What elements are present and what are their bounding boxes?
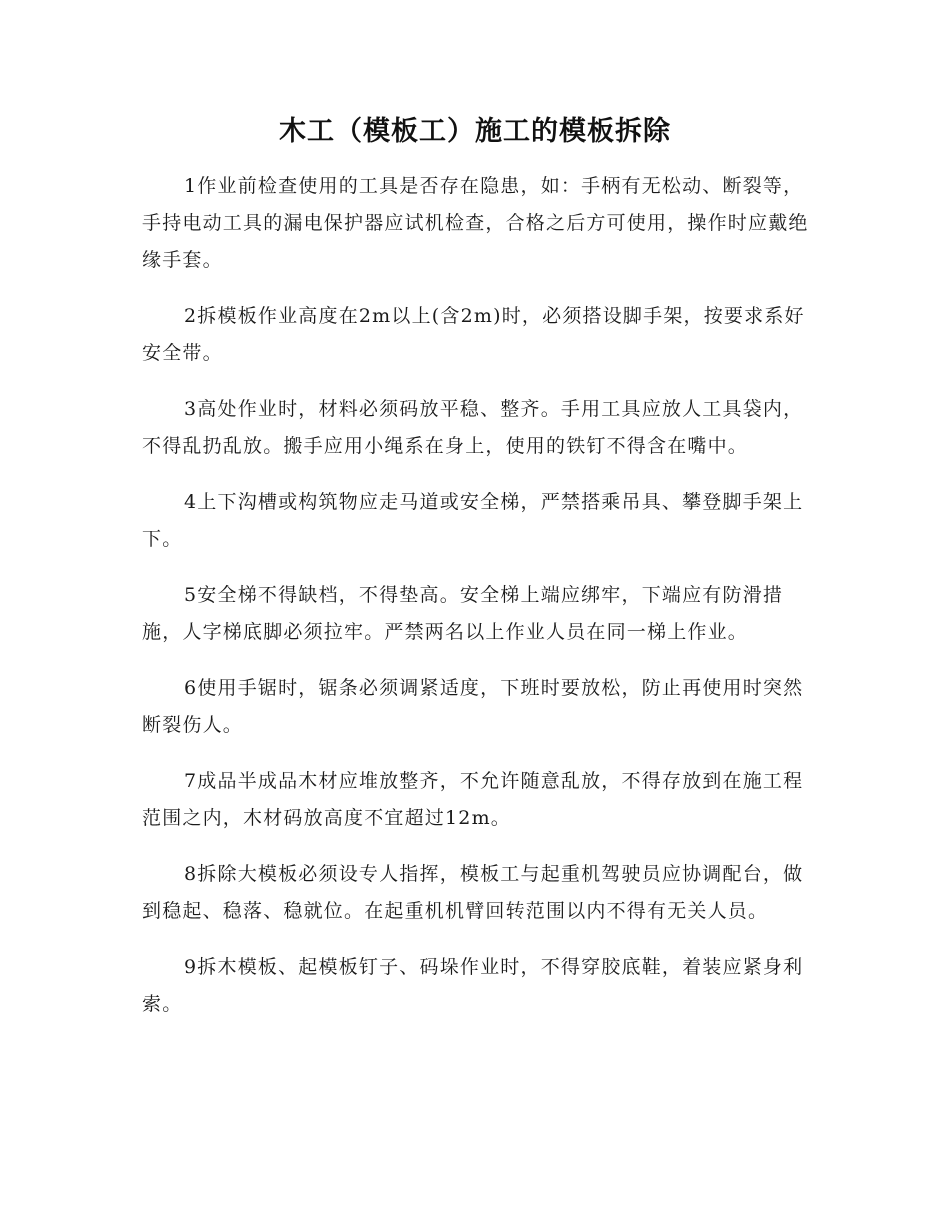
- document-body: [142, 168, 810, 1042]
- paragraph-8: 8拆除大模板必须设专人指挥，模板工与起重机驾驶员应协调配台，做到稳起、稳落、稳就位。在起重机机臂回转范围以内不得有无关人员。: [142, 863, 804, 922]
- paragraph-7: 7成品半成品木材应堆放整齐，不允许随意乱放，不得存放到在施工程范围之内，木材码放高度不宜超过12m。: [142, 770, 804, 829]
- paragraph-2: 2拆模板作业高度在2m以上(含2m)时，必须搭设脚手架，按要求系好安全带。: [142, 305, 805, 364]
- paragraph-3: 3高处作业时，材料必须码放平稳、整齐。手用工具应放人工具袋内，不得乱扔乱放。搬手应用小绳系在身上，使用的铁钉不得含在嘴中。: [142, 398, 804, 457]
- paragraph-9: 9拆木模板、起模板钉子、码垛作业时，不得穿胶底鞋，着装应紧身利索。: [142, 956, 804, 1015]
- page-title: 木工（模板工）施工的模板拆除: [279, 116, 671, 147]
- paragraph-1: 1作业前检查使用的工具是否存在隐患，如：手柄有无松动、断裂等，手持电动工具的漏电保护器应试机检查，合格之后方可使用，操作时应戴绝缘手套。: [142, 175, 809, 271]
- paragraph-5: 5安全梯不得缺档，不得垫高。安全梯上端应绑牢，下端应有防滑措施，人字梯底脚必须拉牢。严禁两名以上作业人员在同一梯上作业。: [142, 584, 784, 643]
- paragraph-4: 4上下沟槽或构筑物应走马道或安全梯，严禁搭乘吊具、攀登脚手架上下。: [142, 491, 804, 550]
- paragraph-6: 6使用手锯时，锯条必须调紧适度，下班时要放松，防止再使用时突然断裂伤人。: [142, 677, 804, 736]
